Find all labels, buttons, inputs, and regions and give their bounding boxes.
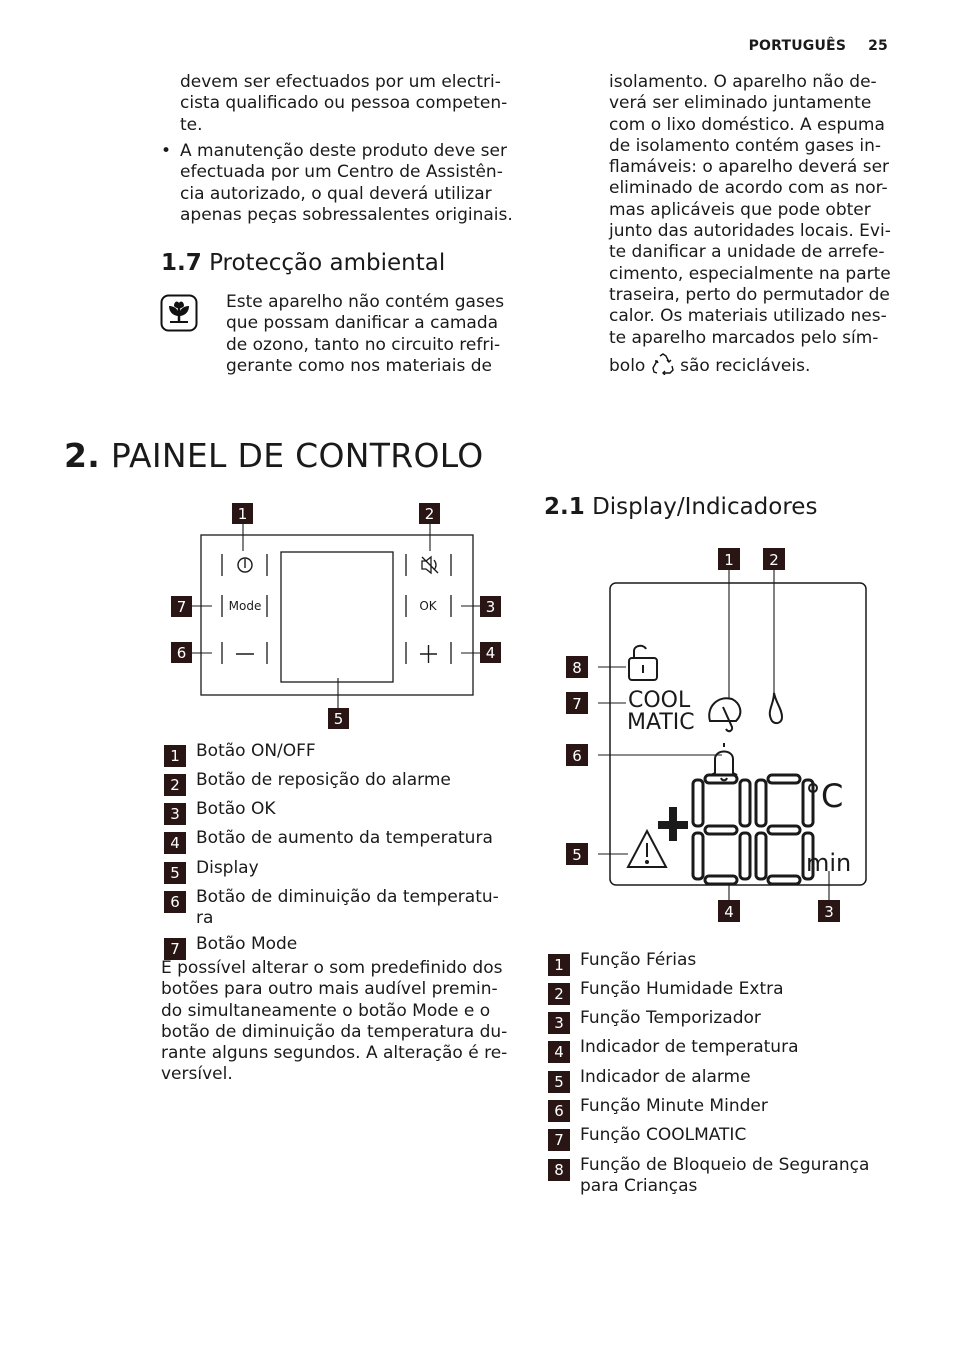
section-number: 1.7 <box>161 250 202 276</box>
section-1-7-heading <box>161 250 445 276</box>
ozone-paragraph <box>226 292 526 377</box>
mode-button-label: Mode <box>228 599 262 613</box>
svg-text:2: 2 <box>769 551 779 569</box>
text-line: ra <box>196 908 214 928</box>
coolmatic-cool-text: COOL <box>628 688 691 713</box>
power-icon <box>238 558 252 572</box>
legend-text: Função COOLMATIC <box>580 1125 747 1145</box>
legend-number: 5 <box>548 1071 570 1093</box>
display-callout-7 <box>566 692 588 714</box>
legend-text: Botão ON/OFF <box>196 741 316 761</box>
svg-text:2: 2 <box>424 505 435 523</box>
text-fragment: bolo <box>609 355 646 376</box>
control-panel-diagram <box>160 498 530 734</box>
svg-text:7: 7 <box>572 695 582 713</box>
legend-text: Função Temporizador <box>580 1008 761 1028</box>
section-title: Protecção ambiental <box>209 250 446 276</box>
display-legend-item <box>548 1067 751 1093</box>
legend-text <box>196 887 499 929</box>
text-line: calor. Os materiais utilizado nes- <box>609 306 887 327</box>
text-line: Botão de diminuição da temperatu- <box>196 887 499 907</box>
text-line: eliminado de acordo com as nor- <box>609 178 888 199</box>
section-title: Display/Indicadores <box>592 494 818 520</box>
legend-number: 6 <box>548 1100 570 1122</box>
display-legend-item <box>548 1037 799 1063</box>
display-callout-3 <box>818 900 840 922</box>
display-callout-5 <box>566 843 588 865</box>
text-line: devem ser efectuados por um electri- <box>180 72 501 92</box>
legend-text: Botão Mode <box>196 934 298 954</box>
text-line: cimento, especialmente na parte <box>609 263 891 284</box>
legend-number: 8 <box>548 1159 570 1181</box>
text-line: Este aparelho não contém gases <box>226 292 505 312</box>
panel-legend-item <box>164 934 297 960</box>
text-line: A manutenção deste produto deve ser <box>180 141 507 161</box>
panel-callout-5 <box>328 708 349 729</box>
display-legend-item <box>548 1125 746 1151</box>
svg-text:8: 8 <box>572 659 582 677</box>
text-line: junto das autoridades locais. Evi- <box>609 221 891 242</box>
panel-callout-6 <box>171 642 192 663</box>
plus-icon <box>420 645 437 663</box>
text-line: te aparelho marcados pelo sím- <box>609 327 879 348</box>
holiday-umbrella-icon <box>709 698 740 731</box>
display-indicators-diagram <box>560 545 880 925</box>
display-callout-6 <box>566 744 588 766</box>
legend-text <box>580 1155 869 1197</box>
text-line: que possam danificar a camada <box>226 313 499 334</box>
section-2-1-heading <box>544 494 817 520</box>
svg-text:3: 3 <box>485 598 496 616</box>
chapter-title: PAINEL DE CONTROLO <box>110 436 484 475</box>
maintenance-bullet <box>180 141 525 226</box>
legend-number: 2 <box>548 983 570 1005</box>
section-number: 2.1 <box>544 494 585 520</box>
text-line <box>609 353 909 377</box>
panel-callout-4 <box>480 642 501 663</box>
legend-text: Indicador de alarme <box>580 1067 751 1087</box>
display-legend-item <box>548 1096 768 1122</box>
legend-text: Função Férias <box>580 950 697 970</box>
panel-legend-item <box>164 858 259 884</box>
text-line: versível. <box>161 1064 233 1085</box>
svg-text:6: 6 <box>572 747 582 765</box>
legend-number: 1 <box>548 954 570 976</box>
legend-number: 4 <box>548 1041 570 1063</box>
page-number: 25 <box>868 38 888 54</box>
text-line: te. <box>180 114 203 135</box>
celsius-unit: °C <box>805 777 844 815</box>
legend-text: Botão OK <box>196 799 276 819</box>
svg-text:4: 4 <box>485 644 496 662</box>
display-legend-item <box>548 979 784 1005</box>
coolmatic-matic-text: MATIC <box>627 710 695 735</box>
legend-number: 3 <box>164 803 186 825</box>
text-line: É possível alterar o som predefinido dos <box>161 958 503 978</box>
svg-text:4: 4 <box>724 903 734 921</box>
text-line: botão de diminuição da temperatura du- <box>161 1021 508 1042</box>
text-line: de ozono, tanto no circuito refri- <box>226 334 501 355</box>
svg-text:1: 1 <box>237 505 248 523</box>
sound-note-paragraph <box>161 958 523 1086</box>
text-line: isolamento. O aparelho não de- <box>609 72 877 92</box>
legend-number: 5 <box>164 862 186 884</box>
text-line: apenas peças sobressalentes originais. <box>180 204 513 225</box>
display-callout-4 <box>718 900 740 922</box>
text-line: mas aplicáveis que pode obter <box>609 199 871 220</box>
text-line: rante alguns segundos. A alteração é re- <box>161 1043 508 1064</box>
panel-legend-item <box>164 799 275 825</box>
display-callout-2 <box>763 548 785 570</box>
text-line: flamáveis: o aparelho deverá ser <box>609 157 890 178</box>
svg-text:5: 5 <box>333 710 344 728</box>
mute-speaker-icon <box>422 557 438 573</box>
page-header <box>749 38 888 54</box>
legend-text: Botão de reposição do alarme <box>196 770 451 790</box>
chapter-number: 2. <box>64 436 101 475</box>
panel-legend-item <box>164 887 499 929</box>
legend-number: 4 <box>164 832 186 854</box>
panel-legend-item <box>164 770 451 796</box>
panel-callout-7 <box>171 596 192 617</box>
svg-text:1: 1 <box>724 551 734 569</box>
legend-text: Botão de aumento da temperatura <box>196 828 493 848</box>
panel-legend-item <box>164 741 316 767</box>
text-line: Função de Bloqueio de Segurança <box>580 1155 870 1175</box>
child-lock-icon <box>629 646 657 680</box>
ok-button-label: OK <box>419 599 437 613</box>
recycle-icon <box>651 353 675 375</box>
display-legend-item <box>548 1008 761 1034</box>
display-callout-8 <box>566 656 588 678</box>
text-line: para Crianças <box>580 1176 698 1196</box>
legend-number: 7 <box>164 938 186 960</box>
panel-callout-1 <box>232 503 253 524</box>
temperature-sign-segments <box>658 807 688 841</box>
display-callout-1 <box>718 548 740 570</box>
text-line: com o lixo doméstico. A espuma <box>609 114 885 135</box>
humidity-drop-icon <box>770 693 782 723</box>
text-line: gerante como nos materiais de <box>226 355 492 376</box>
panel-callout-3 <box>480 596 501 617</box>
svg-text:3: 3 <box>824 903 834 921</box>
display-legend-item <box>548 1155 869 1197</box>
svg-text:5: 5 <box>572 846 582 864</box>
svg-text:7: 7 <box>176 598 187 616</box>
text-line: cista qualificado ou pessoa competen- <box>180 93 508 114</box>
text-line: efectuada por um Centro de Assistên- <box>180 162 503 183</box>
eco-flower-icon <box>160 294 198 332</box>
text-line: traseira, perto do permutador de <box>609 284 890 305</box>
panel-callout-2 <box>419 503 440 524</box>
text-line: do simultaneamente o botão Mode e o <box>161 1000 491 1021</box>
panel-legend-item <box>164 828 493 854</box>
legend-number: 7 <box>548 1129 570 1151</box>
legend-text: Display <box>196 858 259 878</box>
header-language: PORTUGUÊS <box>748 38 847 54</box>
legend-number: 6 <box>164 891 186 913</box>
svg-text:6: 6 <box>176 644 187 662</box>
text-line: verá ser eliminado juntamente <box>609 93 872 114</box>
chapter-heading <box>64 436 484 475</box>
text-line: te danificar a unidade de arrefe- <box>609 242 885 263</box>
minutes-unit: min <box>806 849 852 877</box>
display-leader-lines <box>598 570 829 901</box>
text-line: cia autorizado, o qual deverá utilizar <box>180 183 492 204</box>
bullet-dot: • <box>161 141 172 161</box>
legend-text: Indicador de temperatura <box>580 1037 799 1057</box>
legend-text: Função Humidade Extra <box>580 979 784 999</box>
legend-number: 2 <box>164 774 186 796</box>
continued-paragraph <box>180 72 520 136</box>
display-legend-item <box>548 950 696 976</box>
text-line: de isolamento contém gases in- <box>609 135 882 156</box>
legend-number: 1 <box>164 745 186 767</box>
temperature-digits <box>693 775 813 884</box>
alarm-warning-icon <box>628 831 666 867</box>
text-fragment: são recicláveis. <box>680 355 811 376</box>
panel-display-window <box>281 552 393 682</box>
legend-number: 3 <box>548 1012 570 1034</box>
text-line: botões para outro mais audível premin- <box>161 979 498 1000</box>
disposal-paragraph <box>609 72 909 377</box>
legend-text: Função Minute Minder <box>580 1096 768 1116</box>
